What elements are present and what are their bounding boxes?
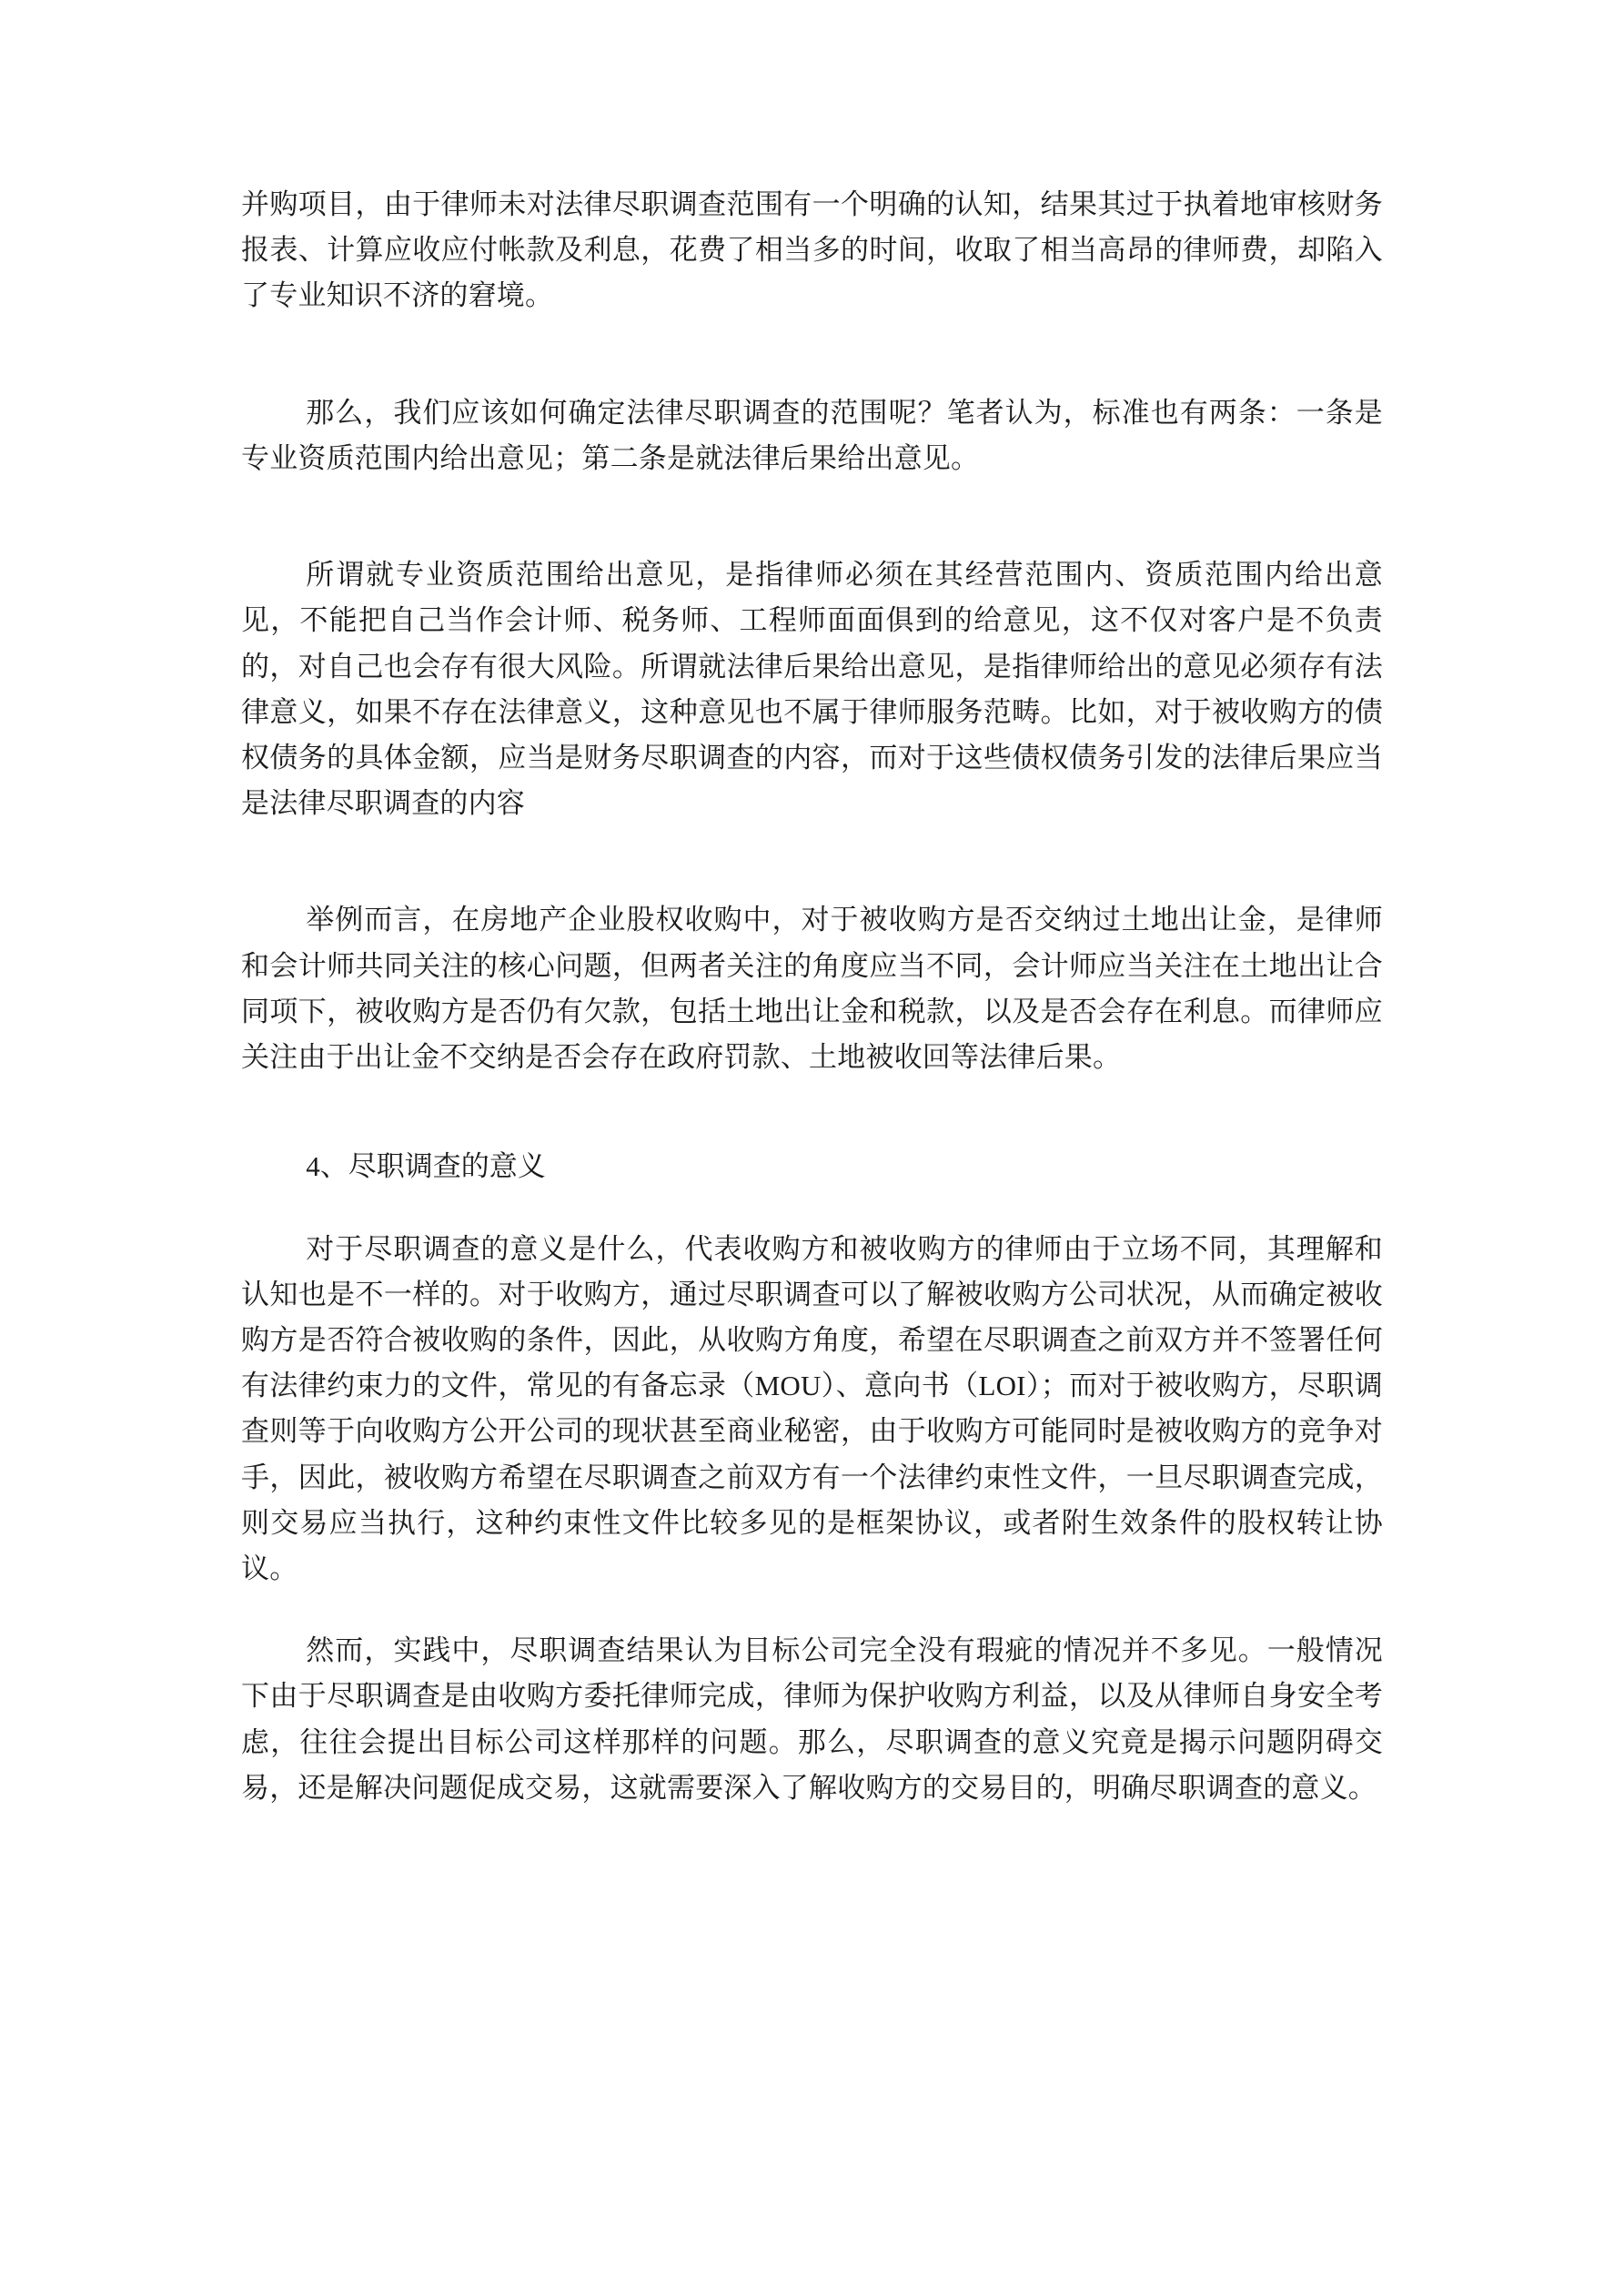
section-spacer — [241, 1080, 1383, 1144]
paragraph-spacer — [241, 319, 1383, 390]
paragraph-1: 并购项目，由于律师未对法律尽职调查范围有一个明确的认知，结果其过于执着地审核财务报表、计算应收应付帐款及利息，花费了相当多的时间，收取了相当高昂的律师费，却陷入了专业知识不济的窘境。 — [241, 188, 1383, 312]
paragraph-6: 然而，实践中，尽职调查结果认为目标公司完全没有瑕疵的情况并不多见。一般情况下由于尽职调查是由收购方委托律师完成，律师为保护收购方利益，以及从律师自身安全考虑，往往会提出目标公司这样那样的问题。那么，尽职调查的意义究竟是揭示问题阴碍交易，还是解决问题促成交易，这就需要深入了解收购方的交易目的，明确尽职调查的意义。 — [241, 1634, 1383, 1804]
section-heading: 4、尽职调查的意义 — [306, 1150, 546, 1183]
paragraph-3: 所谓就专业资质范围给出意见，是指律师必须在其经营范围内、资质范围内给出意见，不能把自己当作会计师、税务师、工程师面面俱到的给意见，这不仅对客户是不负责的，对自己也会存有很大风险。所谓就法律后果给出意见，是指律师给出的意见必须存有法律意义，如果不存在法律意义，这种意见也不属于律师服务范畴。比如，对于被收购方的债权债务的具体金额，应当是财务尽职调查的内容，而对于这些债权债务引发的法律后果应当是法律尽职调查的内容 — [241, 559, 1383, 820]
heading-spacer — [241, 1190, 1383, 1227]
paragraph-spacer — [241, 826, 1383, 897]
document-body — [241, 182, 1383, 1811]
paragraph-spacer — [241, 1592, 1383, 1628]
paragraph-2: 那么，我们应该如何确定法律尽职调查的范围呢？笔者认为，标准也有两条：一条是专业资质范围内给出意见；第二条是就法律后果给出意见。 — [241, 396, 1383, 474]
paragraph-4: 举例而言，在房地产企业股权收购中，对于被收购方是否交纳过土地出让金，是律师和会计师共同关注的核心问题，但两者关注的角度应当不同，会计师应当关注在土地出让合同项下，被收购方是否仍有欠款，包括土地出让金和税款，以及是否会存在利息。而律师应关注由于出让金不交纳是否会存在政府罚款、土地被收回等法律后果。 — [241, 904, 1383, 1074]
paragraph-spacer — [241, 481, 1383, 552]
paragraph-5: 对于尽职调查的意义是什么，代表收购方和被收购方的律师由于立场不同，其理解和认知也是不一样的。对于收购方，通过尽职调查可以了解被收购方公司状况，从而确定被收购方是否符合被收购的条件，因此，从收购方角度，希望在尽职调查之前双方并不签署任何有法律约束力的文件，常见的有备忘录（MOU）、意向书（LOI）；而对于被收购方，尽职调查则等于向收购方公开公司的现状甚至商业秘密，由于收购方可能同时是被收购方的竞争对手，因此，被收购方希望在尽职调查之前双方有一个法律约束性文件，一旦尽职调查完成，则交易应当执行，这种约束性文件比较多见的是框架协议，或者附生效条件的股权转让协议。 — [241, 1232, 1383, 1585]
